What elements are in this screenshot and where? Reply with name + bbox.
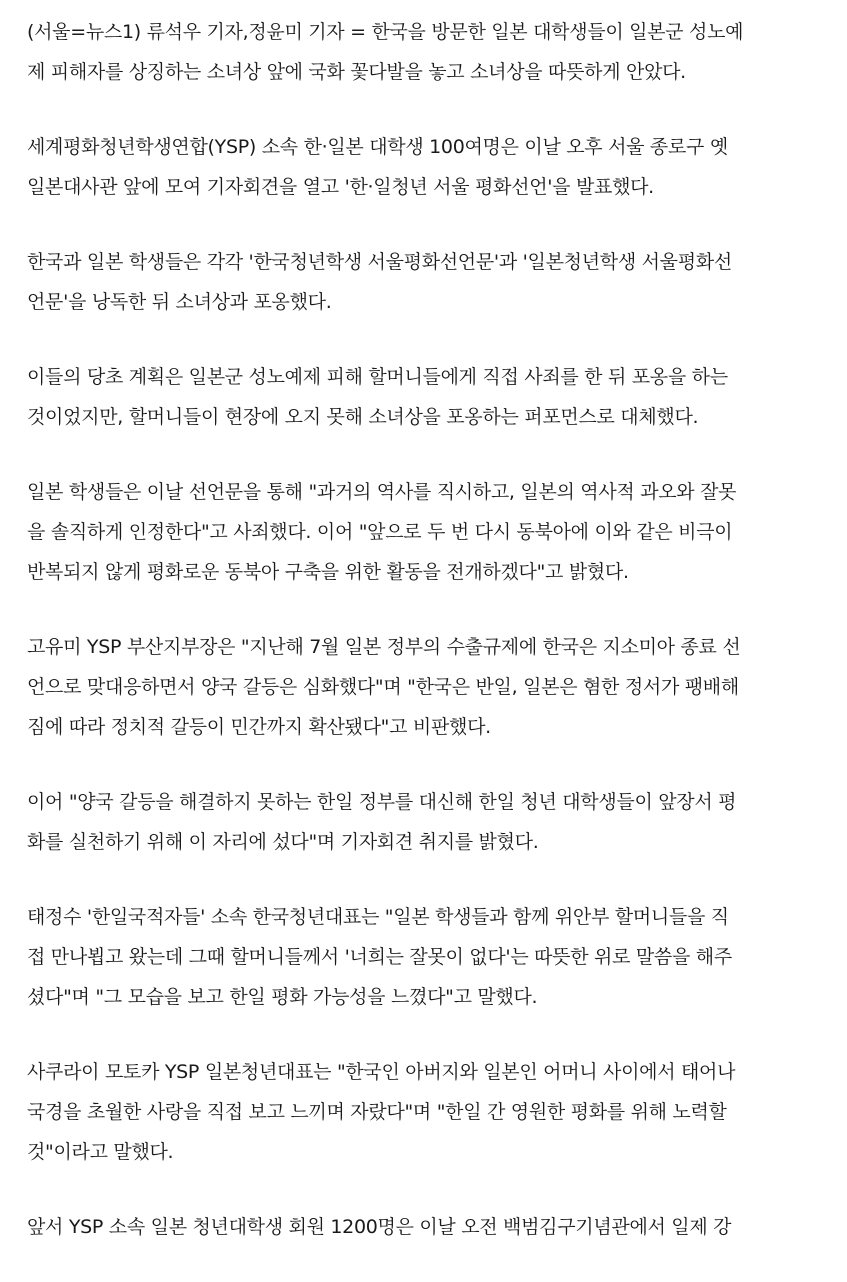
paragraph-line: 짐에 따라 정치적 갈등이 민간까지 확산됐다"고 비판했다. [27,716,491,738]
article-paragraph [27,627,827,747]
paragraph-line: 제 피해자를 상징하는 소녀상 앞에 국화 꽃다발을 놓고 소녀상을 따뜻하게 안았다. [27,61,686,83]
paragraph-line: 것"이라고 말했다. [27,1141,174,1163]
paragraph-line: 앞서 YSP 소속 일본 청년대학생 회원 1200명은 이날 오전 백범김구기념관에서 일제 강 [27,1216,732,1238]
article-paragraph [27,242,827,322]
article-paragraph [27,12,827,92]
paragraph-line: 이들의 당초 계획은 일본군 성노예제 피해 할머니들에게 직접 사죄를 한 뒤 포옹을 하는 [27,366,728,388]
paragraph-line: 일본 학생들은 이날 선언문을 통해 "과거의 역사를 직시하고, 일본의 역사적 과오와 잘못 [27,481,737,503]
paragraph-line: 일본대사관 앞에 모여 기자회견을 열고 '한·일청년 서울 평화선언'을 발표했다. [27,176,654,198]
paragraph-line: 을 솔직하게 인정한다"고 사죄했다. 이어 "앞으로 두 번 다시 동북아에 이와 같은 비극이 [27,521,733,543]
paragraph-line: 접 만나뵙고 왔는데 그때 할머니들께서 '너희는 잘못이 없다'는 따뜻한 위로 말씀을 해주 [27,946,732,968]
paragraph-line: 언문'을 낭독한 뒤 소녀상과 포옹했다. [27,291,332,313]
paragraph-line: 화를 실천하기 위해 이 자리에 섰다"며 기자회견 취지를 밝혔다. [27,831,539,853]
paragraph-line: 사쿠라이 모토카 YSP 일본청년대표는 "한국인 아버지와 일본인 어머니 사이에서 태어나 [27,1061,736,1083]
article-paragraph [27,1207,827,1247]
article-paragraph [27,127,827,207]
paragraph-line: 한국과 일본 학생들은 각각 '한국청년학생 서울평화선언문'과 '일본청년학생 서울평화선 [27,251,732,273]
paragraph-line: 세계평화청년학생연합(YSP) 소속 한·일본 대학생 100여명은 이날 오후 서울 종로구 옛 [27,136,728,158]
article-paragraph [27,472,827,592]
paragraph-line: 것이었지만, 할머니들이 현장에 오지 못해 소녀상을 포옹하는 퍼포먼스로 대체했다. [27,406,699,428]
article-paragraph [27,782,827,862]
paragraph-line: 국경을 초월한 사랑을 직접 보고 느끼며 자랐다"며 "한일 간 영원한 평화를 위해 노력할 [27,1101,727,1123]
paragraph-line: 고유미 YSP 부산지부장은 "지난해 7월 일본 정부의 수출규제에 한국은 지소미아 종료 선 [27,636,741,658]
paragraph-line: 셨다"며 "그 모습을 보고 한일 평화 가능성을 느꼈다"고 말했다. [27,986,538,1008]
article-paragraph [27,897,827,1017]
paragraph-line: 반복되지 않게 평화로운 동북아 구축을 위한 활동을 전개하겠다"고 밝혔다. [27,561,629,583]
paragraph-line: 언으로 맞대응하면서 양국 갈등은 심화했다"며 "한국은 반일, 일본은 혐한 정서가 팽배해 [27,676,739,698]
article-paragraph [27,1052,827,1172]
paragraph-line: 태정수 '한일국적자들' 소속 한국청년대표는 "일본 학생들과 함께 위안부 할머니들을 직 [27,906,729,928]
paragraph-line: (서울=뉴스1) 류석우 기자,정윤미 기자 = 한국을 방문한 일본 대학생들이 일본군 성노예 [27,21,744,43]
paragraph-line: 이어 "양국 갈등을 해결하지 못하는 한일 정부를 대신해 한일 청년 대학생들이 앞장서 평 [27,791,737,813]
article-paragraph [27,357,827,437]
article-body [27,12,827,1282]
